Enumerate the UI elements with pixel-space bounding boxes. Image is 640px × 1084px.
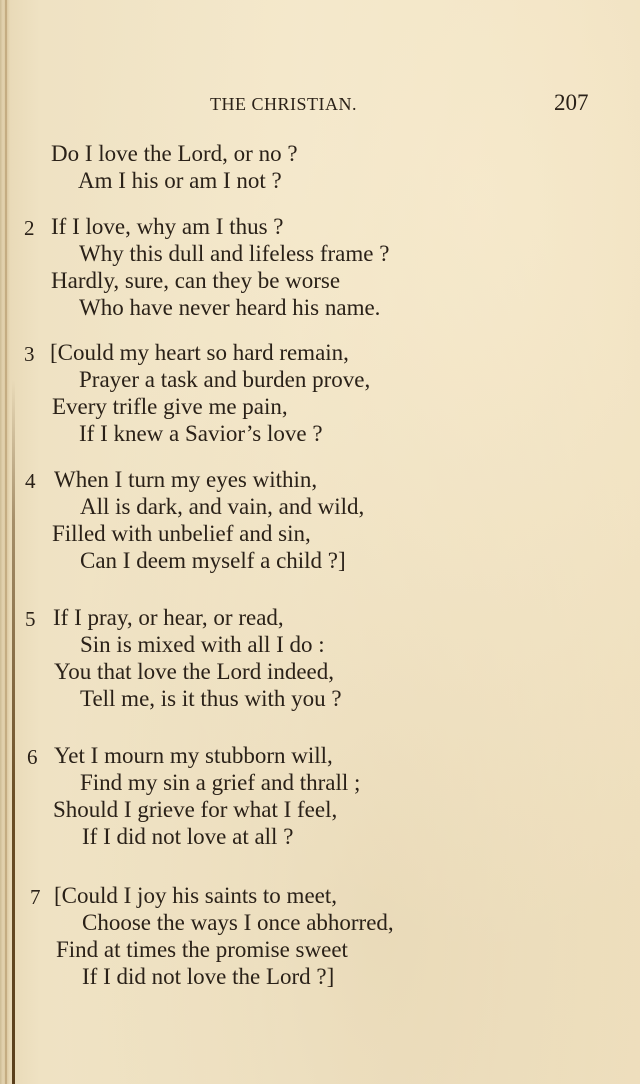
page-number: 207 bbox=[554, 90, 589, 115]
verse-line: Do I love the Lord, or no ? bbox=[51, 141, 298, 166]
verse-line: Filled with unbelief and sin, bbox=[52, 521, 311, 546]
verse-line: Every trifle give me pain, bbox=[52, 394, 288, 419]
verse-line: If I pray, or hear, or read, bbox=[53, 605, 284, 630]
verse-line: Find at times the promise sweet bbox=[56, 937, 348, 962]
verse-line: Tell me, is it thus with you ? bbox=[80, 686, 342, 711]
verse-line: Who have never heard his name. bbox=[79, 295, 381, 320]
verse-line: If I love, why am I thus ? bbox=[51, 214, 284, 239]
page-edge-shadow bbox=[5, 0, 7, 1084]
stanza-number: 5 bbox=[25, 607, 36, 631]
binding-edge bbox=[12, 380, 15, 1084]
verse-line: Why this dull and lifeless frame ? bbox=[79, 241, 390, 266]
verse-line: Am I his or am I not ? bbox=[78, 168, 282, 193]
stanza-number: 6 bbox=[27, 745, 38, 769]
verse-line: If I did not love at all ? bbox=[82, 824, 294, 849]
verse-line: Can I deem myself a child ?] bbox=[80, 548, 346, 573]
verse-line: Choose the ways I once abhorred, bbox=[82, 910, 394, 935]
stanza-number: 4 bbox=[25, 469, 36, 493]
verse-line: Prayer a task and burden prove, bbox=[79, 367, 371, 392]
verse-line: Sin is mixed with all I do : bbox=[80, 632, 325, 657]
verse-line: When I turn my eyes within, bbox=[54, 467, 318, 492]
verse-line: All is dark, and vain, and wild, bbox=[80, 494, 365, 519]
stanza-number: 2 bbox=[24, 216, 35, 240]
running-title: THE CHRISTIAN. bbox=[210, 94, 357, 114]
verse-line: Should I grieve for what I feel, bbox=[53, 797, 338, 822]
verse-line: [Could my heart so hard remain, bbox=[50, 340, 349, 365]
verse-line: Find my sin a grief and thrall ; bbox=[80, 770, 361, 795]
verse-line: Hardly, sure, can they be worse bbox=[51, 268, 341, 293]
verse-line: Yet I mourn my stubborn will, bbox=[54, 743, 333, 768]
verse-line: You that love the Lord indeed, bbox=[54, 659, 335, 684]
page-header bbox=[0, 90, 640, 120]
verse-line: [Could I joy his saints to meet, bbox=[54, 883, 338, 908]
stanza-number: 3 bbox=[24, 342, 35, 366]
verse-line: If I knew a Savior’s love ? bbox=[79, 421, 323, 446]
verse-line: If I did not love the Lord ?] bbox=[82, 964, 335, 989]
stanza-number: 7 bbox=[30, 885, 41, 909]
